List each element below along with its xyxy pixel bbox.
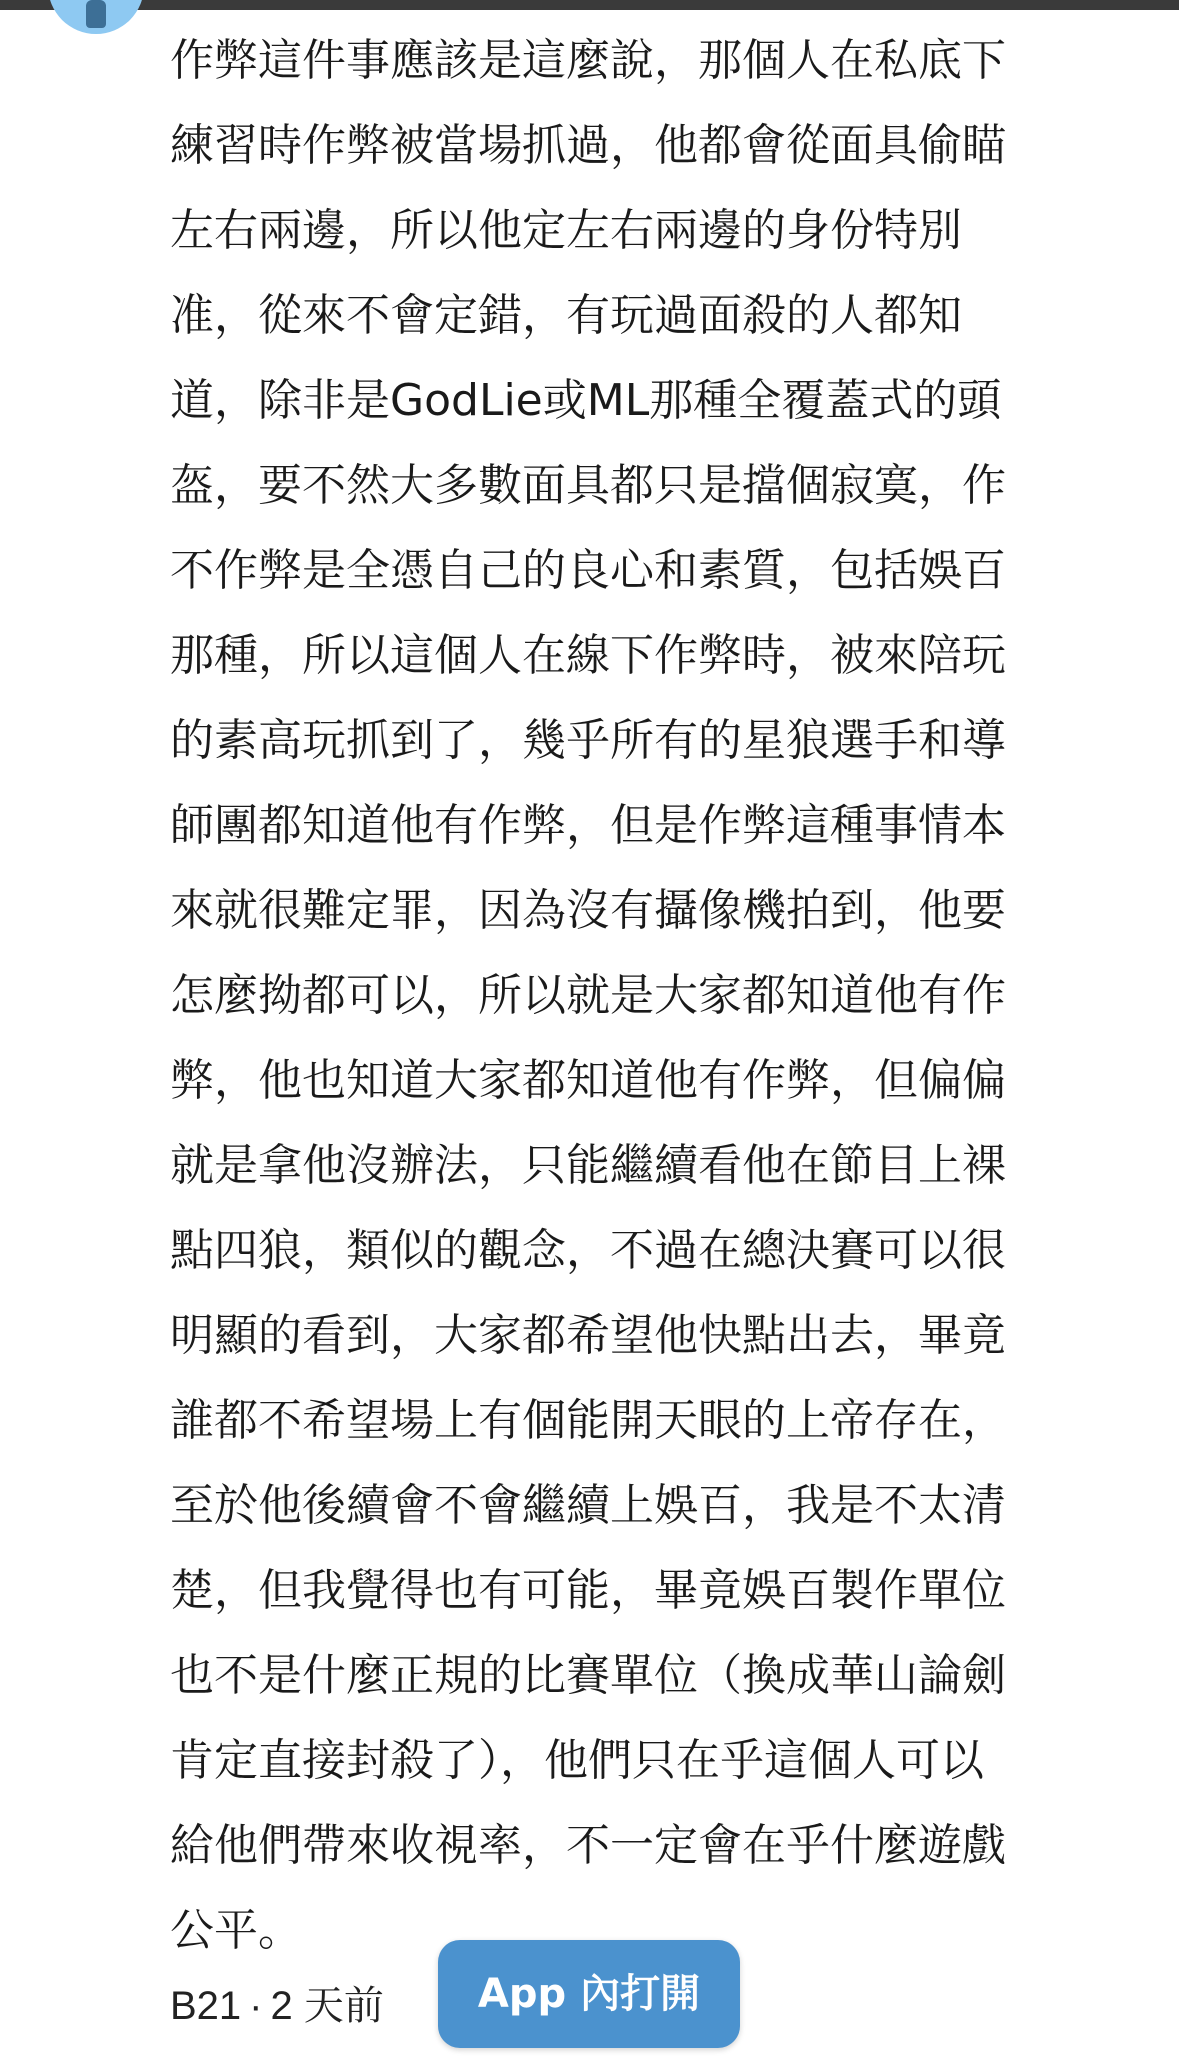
comment-line: 師團都知道他有作弊，但是作弊這種事情本 xyxy=(170,800,1006,851)
comment-line: 那種，所以這個人在線下作弊時，被來陪玩 xyxy=(170,630,1006,681)
comment-line: 的素高玩抓到了，幾乎所有的星狼選手和導 xyxy=(170,715,1006,766)
avatar-figure xyxy=(86,0,106,28)
comment-line: 不作弊是全憑自己的良心和素質，包括娛百 xyxy=(170,545,1006,596)
user-avatar-icon[interactable] xyxy=(48,0,144,34)
comment-line: 誰都不希望場上有個能開天眼的上帝存在， xyxy=(170,1395,1006,1446)
comment-line: 准，從來不會定錯，有玩過面殺的人都知 xyxy=(170,290,962,341)
meta-separator: · xyxy=(249,1984,263,2028)
comment-line: 就是拿他沒辦法，只能繼續看他在節目上裸 xyxy=(170,1140,1006,1191)
comment-line: 肯定直接封殺了），他們只在乎這個人可以 xyxy=(170,1735,984,1786)
comment-line: 作弊這件事應該是這麼說，那個人在私底下 xyxy=(170,35,1006,86)
comment-text xyxy=(170,18,1120,1973)
comment-line: 楚，但我覺得也有可能，畢竟娛百製作單位 xyxy=(170,1565,1006,1616)
open-in-app-button[interactable]: App 內打開 xyxy=(438,1940,740,2048)
comment-meta xyxy=(170,1980,384,2032)
comment-line: 盔，要不然大多數面具都只是擋個寂寞，作 xyxy=(170,460,1006,511)
comment-time: 2 天前 xyxy=(270,1984,384,2028)
comment-line: 明顯的看到，大家都希望他快點出去，畢竟 xyxy=(170,1310,1006,1361)
comment-line: 點四狼，類似的觀念，不過在總決賽可以很 xyxy=(170,1225,1006,1276)
comment-line: 弊，他也知道大家都知道他有作弊，但偏偏 xyxy=(170,1055,1006,1106)
comment-line: 公平。 xyxy=(170,1905,302,1956)
comment-floor: B21 xyxy=(170,1984,242,2028)
comment-line: 也不是什麼正規的比賽單位（換成華山論劍 xyxy=(170,1650,1006,1701)
comment-line: 左右兩邊，所以他定左右兩邊的身份特別 xyxy=(170,205,962,256)
comment-line: 給他們帶來收視率，不一定會在乎什麼遊戲 xyxy=(170,1820,1006,1871)
comment-line: 怎麼拗都可以，所以就是大家都知道他有作 xyxy=(170,970,1006,1021)
comment-line: 道，除非是GodLie或ML那種全覆蓋式的頭 xyxy=(170,375,1002,426)
comment-line: 至於他後續會不會繼續上娛百，我是不太清 xyxy=(170,1480,1006,1531)
top-status-bar xyxy=(0,0,1179,10)
comment-line: 練習時作弊被當場抓過，他都會從面具偷瞄 xyxy=(170,120,1006,171)
comment-line: 來就很難定罪，因為沒有攝像機拍到，他要 xyxy=(170,885,1006,936)
